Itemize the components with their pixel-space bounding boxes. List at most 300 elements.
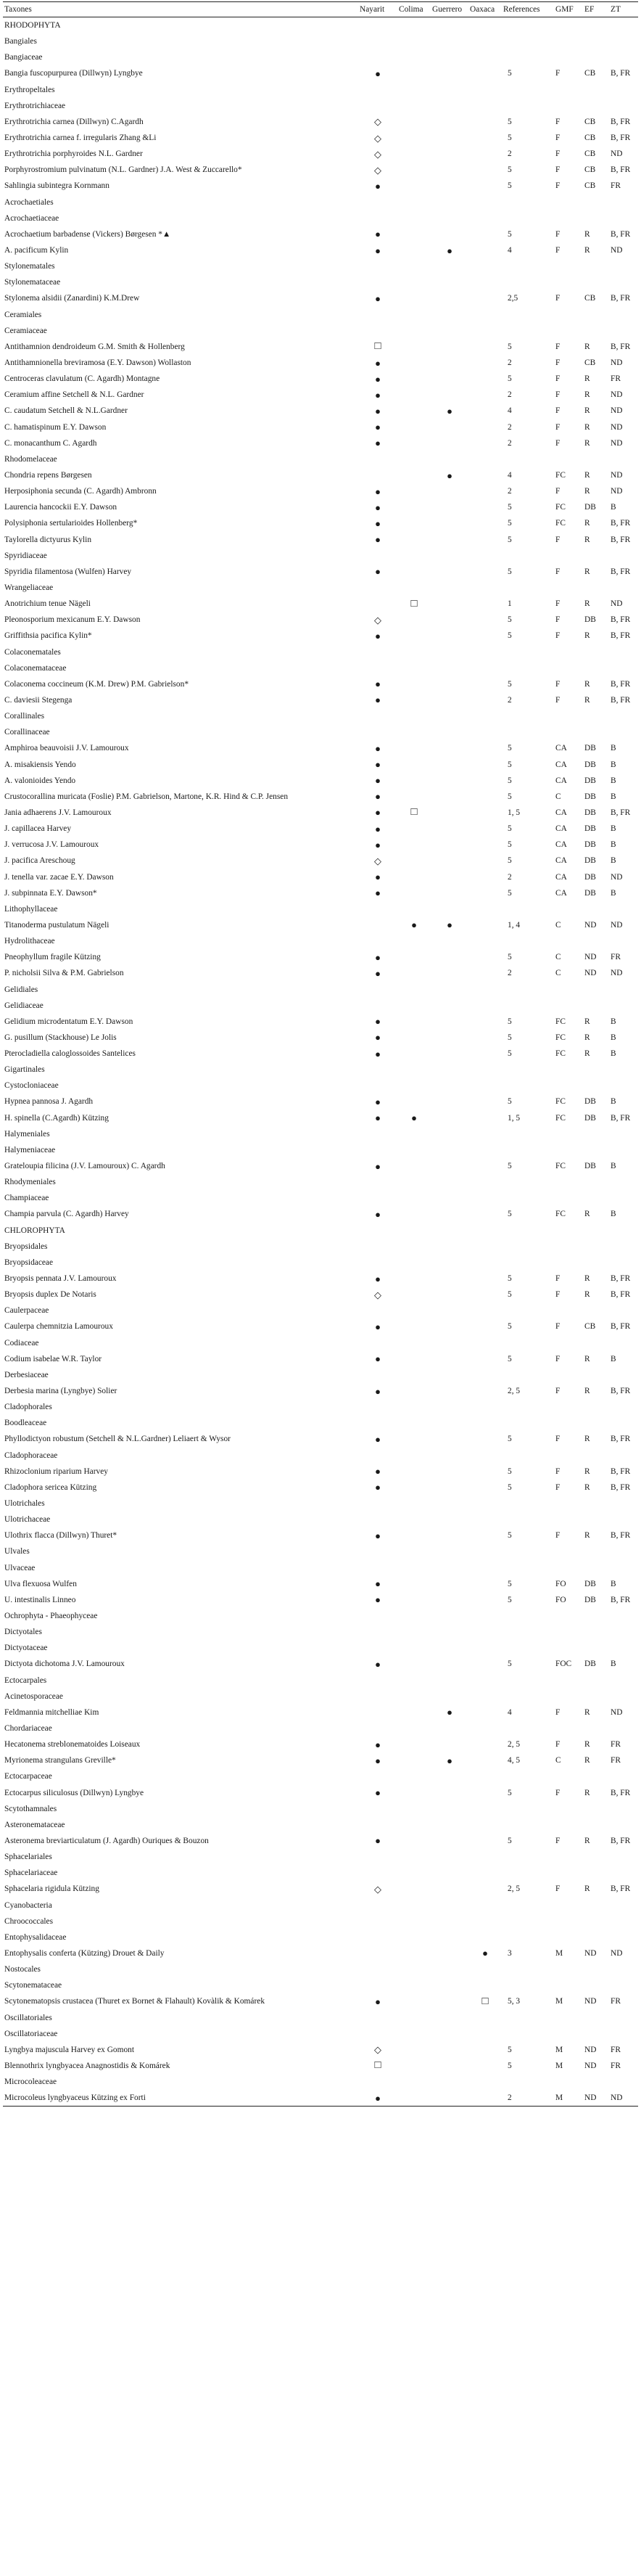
cell-taxon: Pleonosporium mexicanum E.Y. Dawson [4, 615, 141, 625]
cell-colima [397, 2090, 431, 2107]
table-row [3, 17, 638, 34]
cell-taxon: C. monacanthum C. Agardh [4, 438, 97, 448]
table-row [3, 724, 638, 740]
cell-oaxaca [468, 1543, 502, 1559]
cell-guerrero [431, 1223, 468, 1239]
cell-taxon: Antithamnion dendroideum G.M. Smith & Hollenberg [4, 342, 185, 351]
cell-nayarit [358, 307, 397, 323]
table-row [3, 1464, 638, 1480]
cell-zt: ND [611, 422, 623, 432]
cell-taxon: Asteronema breviarticulatum (J. Agardh) Ouriques & Bouzon [4, 1836, 209, 1845]
cell-guerrero [431, 548, 468, 564]
cell-zt: B, FR [611, 1274, 631, 1284]
cell-guerrero: ● [447, 245, 452, 256]
cell-oaxaca [468, 1239, 502, 1255]
cell-colima [397, 290, 431, 306]
cell-gmf: FC [555, 1113, 566, 1123]
cell-guerrero [431, 1511, 468, 1527]
table-row [3, 258, 638, 274]
cell-nayarit: ● [375, 389, 381, 401]
cell-ef: R [584, 1467, 590, 1476]
cell-colima [397, 981, 431, 997]
cell-nayarit: ● [375, 534, 381, 546]
cell-colima [397, 130, 431, 146]
cell-zt [609, 981, 638, 997]
table-row [3, 307, 638, 323]
cell-nayarit [358, 1817, 397, 1833]
table-row [3, 580, 638, 596]
table-row [3, 2042, 638, 2058]
cell-oaxaca [468, 1480, 502, 1496]
cell-ef: R [584, 438, 590, 448]
cell-references [502, 1897, 554, 1913]
cell-nayarit [358, 451, 397, 467]
table-row [3, 708, 638, 724]
cell-taxon: Amphiroa beauvoisii J.V. Lamouroux [4, 744, 129, 753]
cell-taxon: Derbesiaceae [4, 1370, 49, 1379]
cell-ef: ND [584, 953, 597, 962]
cell-taxon: Griffithsia pacifica Kylin* [4, 631, 92, 641]
cell-taxon: Chroococcales [4, 1916, 54, 1926]
cell-oaxaca [468, 451, 502, 467]
cell-oaxaca [468, 1255, 502, 1271]
cell-oaxaca [468, 789, 502, 805]
cell-guerrero [431, 1945, 468, 1961]
cell-ef: R [584, 229, 590, 239]
cell-guerrero [431, 532, 468, 548]
cell-colima [397, 644, 431, 660]
cell-guerrero [431, 1865, 468, 1881]
cell-gmf: F [555, 1531, 561, 1541]
cell-oaxaca [468, 403, 502, 419]
cell-colima [397, 933, 431, 949]
cell-colima [397, 1527, 431, 1543]
cell-nayarit: ● [375, 1160, 381, 1172]
cell-colima [397, 1801, 431, 1817]
cell-gmf [554, 644, 583, 660]
cell-taxon: Nostocales [4, 1965, 41, 1974]
cell-taxon: Bryopsis pennata J.V. Lamouroux [4, 1274, 117, 1284]
cell-colima [397, 1255, 431, 1271]
cell-guerrero [431, 1174, 468, 1190]
cell-oaxaca [468, 660, 502, 676]
cell-references [502, 1689, 554, 1705]
cell-gmf: F [555, 229, 561, 239]
cell-guerrero [431, 82, 468, 98]
cell-oaxaca [468, 1689, 502, 1705]
cell-zt: B [611, 1049, 616, 1059]
cell-colima [397, 355, 431, 371]
cell-oaxaca [468, 49, 502, 65]
cell-taxon: Herposiphonia secunda (C. Agardh) Ambronn [4, 487, 157, 496]
cell-references: 4 [508, 246, 512, 255]
cell-colima [397, 1833, 431, 1849]
cell-references: 5 [508, 792, 512, 801]
cell-nayarit: ● [375, 742, 381, 754]
cell-references [502, 901, 554, 917]
cell-gmf: FC [555, 519, 566, 528]
cell-references: 5 [508, 181, 512, 191]
cell-oaxaca [468, 853, 502, 869]
cell-zt: ND [611, 1948, 623, 1958]
cell-zt: B, FR [611, 808, 631, 817]
cell-nayarit: ● [375, 1787, 381, 1799]
cell-gmf [554, 451, 583, 467]
cell-gmf: F [555, 615, 561, 625]
cell-oaxaca [468, 1367, 502, 1383]
cell-guerrero [431, 1592, 468, 1608]
table-row [3, 1977, 638, 1993]
cell-ef: R [584, 1387, 590, 1396]
cell-oaxaca [468, 1142, 502, 1158]
cell-taxon: U. intestinalis Linneo [4, 1595, 76, 1604]
cell-gmf [554, 724, 583, 740]
cell-gmf: M [555, 1948, 563, 1958]
cell-gmf: C [555, 920, 561, 930]
cell-ef [583, 49, 609, 65]
cell-colima [397, 98, 431, 114]
cell-oaxaca [468, 1496, 502, 1511]
cell-taxon: C. daviesii Stegenga [4, 695, 73, 705]
cell-oaxaca [468, 821, 502, 837]
cell-taxon: H. spinella (C.Agardh) Kützing [4, 1113, 109, 1123]
cell-guerrero [431, 1929, 468, 1945]
cell-taxon: Laurencia hancockii E.Y. Dawson [4, 503, 117, 512]
cell-zt: B [611, 824, 616, 834]
cell-references [502, 451, 554, 467]
cell-taxon: Ulotrichales [4, 1499, 45, 1508]
cell-nayarit: ◇ [374, 132, 381, 144]
cell-nayarit [358, 1865, 397, 1881]
cell-oaxaca [468, 1046, 502, 1062]
cell-oaxaca [468, 210, 502, 226]
cell-references: 5 [508, 1049, 512, 1059]
cell-zt: ND [611, 872, 623, 882]
table-row [3, 532, 638, 548]
cell-gmf [554, 548, 583, 564]
cell-guerrero [431, 998, 468, 1014]
table-row [3, 1929, 638, 1945]
cell-ef [583, 258, 609, 274]
cell-references: 2 [508, 872, 512, 882]
cell-references [502, 2026, 554, 2042]
cell-zt [609, 1929, 638, 1945]
cell-nayarit [358, 660, 397, 676]
cell-gmf [554, 1913, 583, 1929]
cell-ef [583, 323, 609, 339]
cell-nayarit: ● [375, 1482, 381, 1493]
cell-gmf: F [555, 1435, 561, 1444]
cell-zt [609, 17, 638, 34]
cell-taxon: Grateloupia filicina (J.V. Lamouroux) C. Agardh [4, 1162, 165, 1171]
cell-taxon: J. verrucosa J.V. Lamouroux [4, 840, 99, 850]
cell-nayarit: ● [375, 501, 381, 513]
cell-colima [397, 1945, 431, 1961]
cell-nayarit: □ [374, 340, 381, 353]
cell-gmf [554, 1768, 583, 1784]
cell-guerrero [431, 483, 468, 499]
cell-zt: ND [611, 246, 623, 255]
table-row [3, 2026, 638, 2042]
cell-oaxaca [468, 339, 502, 355]
cell-colima [397, 323, 431, 339]
cell-ef: DB [584, 1660, 596, 1669]
cell-guerrero [431, 1431, 468, 1447]
cell-zt: ND [611, 487, 623, 496]
cell-oaxaca [468, 756, 502, 772]
cell-zt: B [611, 1579, 616, 1588]
cell-gmf: F [555, 1274, 561, 1284]
table-row [3, 548, 638, 564]
cell-ef [583, 1126, 609, 1142]
cell-ef: R [584, 1707, 590, 1717]
cell-taxon: J. pacifica Areschoug [4, 856, 75, 866]
cell-colima [397, 435, 431, 451]
cell-guerrero [431, 628, 468, 644]
cell-colima [397, 17, 431, 34]
cell-guerrero [431, 435, 468, 451]
cell-colima [397, 1464, 431, 1480]
cell-gmf [554, 1689, 583, 1705]
cell-gmf: FC [555, 1033, 566, 1042]
cell-references [502, 1624, 554, 1640]
cell-nayarit: ◇ [374, 2044, 381, 2056]
cell-ef: R [584, 1788, 590, 1797]
cell-guerrero [431, 2042, 468, 2058]
cell-references [502, 1126, 554, 1142]
table-row [3, 773, 638, 789]
cell-guerrero [431, 1383, 468, 1399]
table-row [3, 1656, 638, 1672]
cell-nayarit [358, 1560, 397, 1576]
cell-oaxaca [468, 1624, 502, 1640]
table-row [3, 1271, 638, 1287]
cell-colima [397, 1367, 431, 1383]
cell-oaxaca [468, 178, 502, 194]
cell-colima [397, 1480, 431, 1496]
cell-ef: DB [584, 760, 596, 769]
cell-colima [397, 1640, 431, 1656]
table-row [3, 1511, 638, 1527]
cell-colima [397, 1158, 431, 1174]
cell-taxon: Ulva flexuosa Wulfen [4, 1579, 77, 1588]
cell-colima: ● [411, 1112, 417, 1124]
cell-taxon: Asteronemataceae [4, 1820, 65, 1829]
table-row [3, 1833, 638, 1849]
cell-nayarit [358, 1897, 397, 1913]
cell-zt: FR [611, 953, 621, 962]
cell-guerrero [431, 1255, 468, 1271]
cell-colima [397, 532, 431, 548]
cell-zt [609, 1624, 638, 1640]
cell-references [502, 1303, 554, 1318]
table-row [3, 1913, 638, 1929]
cell-guerrero [431, 981, 468, 997]
cell-taxon: Porphyrostromium pulvinatum (N.L. Gardner) J.A. West & Zuccarello* [4, 165, 242, 175]
cell-oaxaca [468, 1415, 502, 1431]
cell-gmf [554, 1624, 583, 1640]
cell-oaxaca [468, 17, 502, 34]
cell-guerrero [431, 1801, 468, 1817]
table-row [3, 998, 638, 1014]
cell-zt [609, 2009, 638, 2025]
cell-gmf: F [555, 1467, 561, 1476]
cell-guerrero [431, 1576, 468, 1592]
cell-guerrero: ● [447, 1707, 452, 1718]
cell-colima [397, 499, 431, 515]
cell-guerrero [431, 146, 468, 162]
cell-nayarit [358, 1335, 397, 1351]
cell-oaxaca [468, 1608, 502, 1624]
cell-taxon: Champia parvula (C. Agardh) Harvey [4, 1210, 129, 1219]
cell-ef: DB [584, 615, 596, 625]
cell-gmf: F [555, 1387, 561, 1396]
cell-colima [397, 2058, 431, 2074]
cell-nayarit [358, 1303, 397, 1318]
cell-colima [397, 1961, 431, 1977]
cell-colima [397, 33, 431, 49]
table-row [3, 1014, 638, 1030]
cell-gmf: F [555, 358, 561, 368]
cell-colima [397, 1399, 431, 1415]
cell-taxon: Sahlingia subintegra Kornmann [4, 181, 109, 191]
cell-colima [397, 1239, 431, 1255]
cell-references: 5 [508, 1210, 512, 1219]
cell-oaxaca [468, 1464, 502, 1480]
cell-guerrero [431, 1560, 468, 1576]
cell-gmf: F [555, 1354, 561, 1363]
cell-oaxaca [468, 1431, 502, 1447]
cell-colima [397, 1014, 431, 1030]
cell-ef [583, 1672, 609, 1688]
cell-gmf [554, 1801, 583, 1817]
cell-taxon: Scytonematopsis crustacea (Thuret ex Bornet & Flahault) Kovàlik & Komárek [4, 1997, 265, 2006]
cell-colima [397, 548, 431, 564]
cell-gmf [554, 1817, 583, 1833]
cell-references [502, 1255, 554, 1271]
cell-nayarit [358, 1961, 397, 1977]
cell-zt [609, 1399, 638, 1415]
cell-colima [397, 1720, 431, 1736]
cell-zt: B [611, 840, 616, 850]
cell-guerrero [431, 885, 468, 901]
cell-oaxaca [468, 98, 502, 114]
cell-gmf: FC [555, 1017, 566, 1026]
cell-references: 5 [508, 1162, 512, 1171]
cell-ef [583, 1062, 609, 1078]
cell-references [502, 981, 554, 997]
cell-oaxaca [468, 1030, 502, 1046]
cell-taxon: Corallinales [4, 712, 45, 721]
cell-guerrero [431, 2026, 468, 2042]
cell-taxon: Scytothamnales [4, 1804, 57, 1813]
cell-ef [583, 1543, 609, 1559]
cell-gmf [554, 1865, 583, 1881]
table-row [3, 339, 638, 355]
cell-references: 2 [508, 969, 512, 978]
cell-zt [609, 1239, 638, 1255]
cell-oaxaca [468, 1318, 502, 1334]
table-row [3, 162, 638, 178]
cell-taxon: Ectocarpus siliculosus (Dillwyn) Lyngbye [4, 1788, 144, 1797]
cell-oaxaca [468, 965, 502, 981]
cell-colima [397, 1046, 431, 1062]
cell-references: 1, 5 [508, 808, 521, 817]
cell-taxon: Acrochaetium barbadense (Vickers) Børgesen *▲ [4, 229, 171, 239]
cell-nayarit [358, 1239, 397, 1255]
table-row [3, 1480, 638, 1496]
cell-gmf [554, 660, 583, 676]
cell-nayarit: ● [375, 1353, 381, 1365]
cell-taxon: Entophysalidaceae [4, 1932, 67, 1942]
table-row [3, 1142, 638, 1158]
cell-references [502, 1801, 554, 1817]
cell-oaxaca [468, 2074, 502, 2090]
table-row [3, 1608, 638, 1624]
cell-gmf [554, 1897, 583, 1913]
cell-guerrero [431, 933, 468, 949]
cell-taxon: Derbesia marina (Lyngbye) Solier [4, 1387, 117, 1396]
cell-nayarit: ● [375, 180, 381, 192]
cell-taxon: Chordariaceae [4, 1723, 52, 1733]
table-row [3, 146, 638, 162]
cell-references [502, 1174, 554, 1190]
cell-nayarit [358, 1399, 397, 1415]
cell-guerrero [431, 114, 468, 130]
cell-gmf: FO [555, 1595, 566, 1604]
cell-zt: B, FR [611, 1435, 631, 1444]
cell-taxon: Codiaceae [4, 1338, 39, 1348]
cell-zt [609, 708, 638, 724]
cell-nayarit: ● [375, 229, 381, 240]
cell-oaxaca [468, 194, 502, 210]
cell-gmf [554, 1062, 583, 1078]
cell-taxon: Entophysalis conferta (Kützing) Drouet & Daily [4, 1948, 165, 1958]
cell-guerrero [431, 853, 468, 869]
cell-taxon: Oscillatoriales [4, 2013, 52, 2022]
cell-colima [397, 692, 431, 708]
cell-references: 5 [508, 2045, 512, 2054]
cell-ef [583, 933, 609, 949]
cell-ef: CB [584, 358, 596, 368]
cell-nayarit: ◇ [374, 614, 381, 625]
cell-references: 5 [508, 1579, 512, 1588]
cell-ef [583, 33, 609, 49]
cell-colima [397, 1993, 431, 2009]
cell-oaxaca [468, 2026, 502, 2042]
cell-nayarit [358, 981, 397, 997]
cell-ef [583, 1977, 609, 1993]
cell-gmf [554, 1142, 583, 1158]
cell-zt [609, 998, 638, 1014]
cell-taxon: Oscillatoriaceae [4, 2029, 58, 2038]
cell-ef [583, 1223, 609, 1239]
cell-gmf [554, 1640, 583, 1656]
table-row [3, 98, 638, 114]
cell-references: 5 [508, 1836, 512, 1845]
cell-oaxaca [468, 692, 502, 708]
cell-ef: R [584, 374, 590, 384]
cell-gmf: CA [555, 856, 567, 866]
cell-zt: B, FR [611, 229, 631, 239]
cell-nayarit: ◇ [374, 164, 381, 176]
cell-gmf [554, 1239, 583, 1255]
cell-oaxaca [468, 1752, 502, 1768]
cell-ef [583, 274, 609, 290]
cell-ef: R [584, 1756, 590, 1765]
cell-taxon: Lithophyllaceae [4, 904, 58, 914]
cell-references: 2 [508, 422, 512, 432]
